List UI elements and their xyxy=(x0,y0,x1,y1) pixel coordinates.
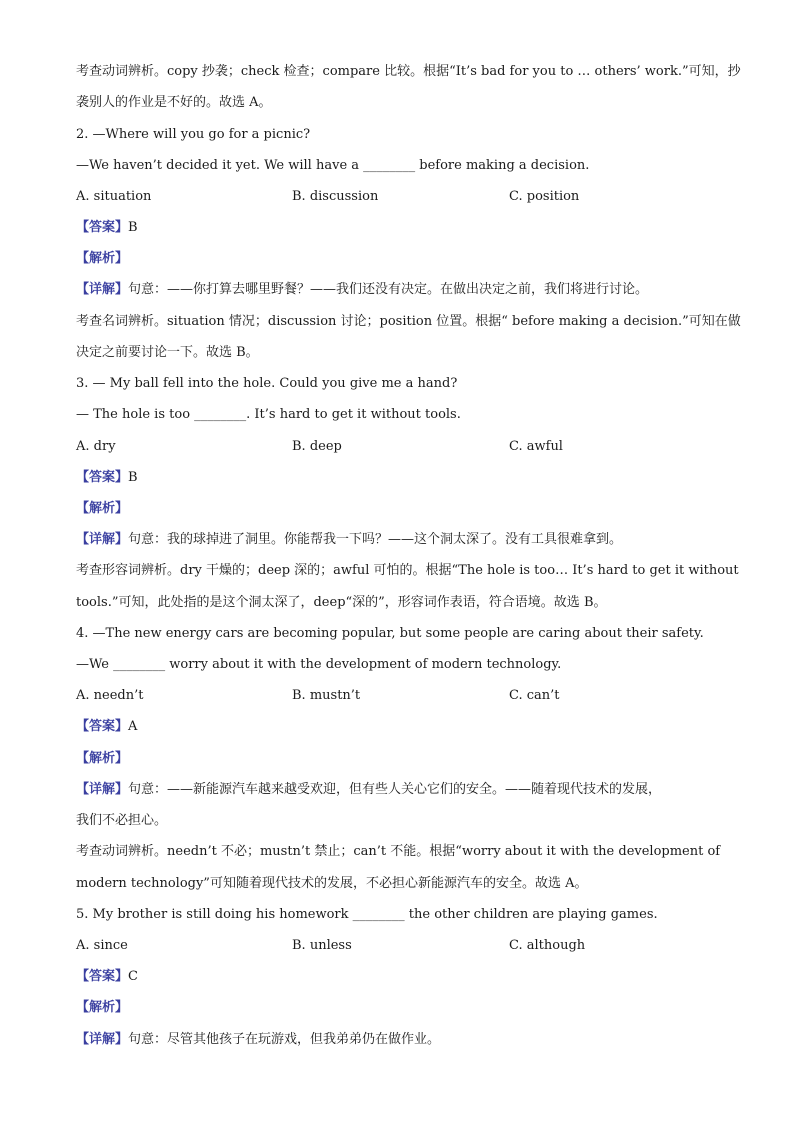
analysis-line: 决定之前要讨论一下。故选 B。 xyxy=(76,345,259,360)
option-c: C. position xyxy=(509,189,580,204)
detail-tag: 【详解】 xyxy=(76,282,129,297)
detail-text: 句意：我的球掉进了洞里。你能帮我一下吗？——这个洞太深了。没有工具很难拿到。 xyxy=(128,532,623,547)
detail-text: 句意：——你打算去哪里野餐？——我们还没有决定。在做出决定之前，我们将进行讨论。 xyxy=(128,282,649,297)
detail-line xyxy=(76,1030,716,1050)
analysis-tag: 【解析】 xyxy=(76,251,129,266)
analysis-line: 考查名词辨析。situation 情况；discussion 讨论；position 位置。根据“ before making a decision.”可知在做 xyxy=(76,314,741,329)
answer-line xyxy=(76,717,716,737)
option-a: A. situation xyxy=(76,189,152,204)
question-4-reply: —We ________ worry about it with the development of modern technology. xyxy=(76,657,562,672)
detail-line xyxy=(76,530,716,550)
option-a: A. needn’t xyxy=(76,688,144,703)
detail-tag: 【详解】 xyxy=(76,532,129,547)
answer-tag: 【答案】 xyxy=(76,719,129,734)
option-c: C. can’t xyxy=(509,688,560,703)
answer-value: A xyxy=(128,719,138,734)
question-2-stem: 2. —Where will you go for a picnic? xyxy=(76,127,311,142)
detail-text: 句意：尽管其他孩子在玩游戏，但我弟弟仍在做作业。 xyxy=(128,1032,441,1047)
option-a: A. dry xyxy=(76,439,116,454)
answer-line xyxy=(76,218,716,238)
answer-value: B xyxy=(128,220,138,235)
option-c: C. although xyxy=(509,938,586,953)
analysis-line: 考查动词辨析。copy 抄袭；check 检查；compare 比较。根据“It’s bad for you to … others’ work.”可知，抄 xyxy=(76,64,741,79)
question-4-stem: 4. —The new energy cars are becoming popular, but some people are caring about their safety. xyxy=(76,626,704,641)
answer-line xyxy=(76,967,716,987)
answer-tag: 【答案】 xyxy=(76,220,129,235)
detail-line xyxy=(76,280,716,300)
option-b: B. unless xyxy=(292,938,352,953)
option-b: B. discussion xyxy=(292,189,379,204)
analysis-line: tools.”可知，此处指的是这个洞太深了，deep“深的”，形容词作表语，符合语境。故选 B。 xyxy=(76,595,607,610)
answer-value: C xyxy=(128,969,138,984)
analysis-line: modern technology”可知随着现代技术的发展，不必担心新能源汽车的安全。故选 A。 xyxy=(76,876,588,891)
detail-line xyxy=(76,780,716,800)
analysis-line: 考查形容词辨析。dry 干燥的；deep 深的；awful 可怕的。根据“The hole is too… It’s hard to get it without xyxy=(76,563,739,578)
option-a: A. since xyxy=(76,938,128,953)
analysis-heading xyxy=(76,749,716,769)
answer-tag: 【答案】 xyxy=(76,969,129,984)
analysis-heading xyxy=(76,998,716,1018)
analysis-line: 考查动词辨析。needn’t 不必；mustn’t 禁止；can’t 不能。根据“worry about it with the development of xyxy=(76,844,721,859)
answer-tag: 【答案】 xyxy=(76,470,129,485)
detail-continuation: 我们不必担心。 xyxy=(76,813,168,828)
option-c: C. awful xyxy=(509,439,563,454)
analysis-tag: 【解析】 xyxy=(76,751,129,766)
question-3-reply: — The hole is too ________. It’s hard to get it without tools. xyxy=(76,407,461,422)
analysis-heading xyxy=(76,499,716,519)
question-3-stem: 3. — My ball fell into the hole. Could you give me a hand? xyxy=(76,376,458,391)
answer-value: B xyxy=(128,470,138,485)
question-5-stem: 5. My brother is still doing his homework ________ the other children are playing games. xyxy=(76,907,658,922)
question-2-reply: —We haven’t decided it yet. We will have a ________ before making a decision. xyxy=(76,158,590,173)
detail-tag: 【详解】 xyxy=(76,782,129,797)
detail-tag: 【详解】 xyxy=(76,1032,129,1047)
detail-text: 句意：——新能源汽车越来越受欢迎，但有些人关心它们的安全。——随着现代技术的发展， xyxy=(128,782,662,797)
analysis-heading xyxy=(76,249,716,269)
option-b: B. mustn’t xyxy=(292,688,361,703)
analysis-line: 袭别人的作业是不好的。故选 A。 xyxy=(76,95,272,110)
analysis-tag: 【解析】 xyxy=(76,501,129,516)
analysis-tag: 【解析】 xyxy=(76,1000,129,1015)
answer-line xyxy=(76,468,716,488)
option-b: B. deep xyxy=(292,439,342,454)
